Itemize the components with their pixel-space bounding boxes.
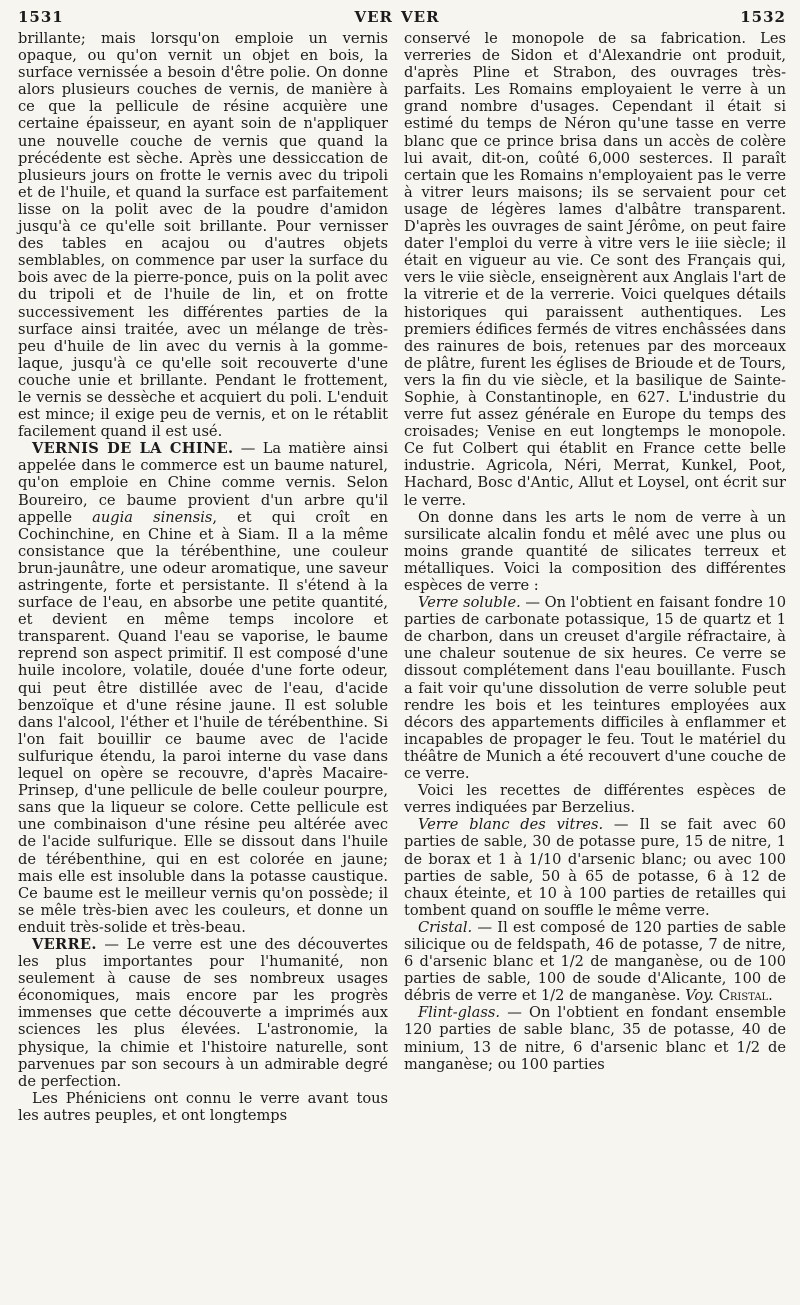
entry-verre xyxy=(18,936,388,1090)
entry-term: Flint-glass. xyxy=(418,1004,500,1022)
entry-cristal xyxy=(404,919,786,1004)
entry-text: — On l'obtient en faisant fondre 10 parties de carbonate potassique, 15 de quartz et 1 de charbon, dans un creuset d'argile réfractaire, à une chaleur soutenue de six heures. Ce verre se dissout complétement dans l'eau bouillante. Fusch a fait voir qu'une dissolution de verre soluble peut rendre les bois et les teintures employées aux décors des appartements difficiles à enflammer et incapables de propager le feu. Tout le matériel du théâtre de Munich a été recouvert d'une couche de ce verre. xyxy=(404,594,786,783)
entry-text: — Il est composé de 120 parties de sable silicique ou de feldspath, 46 de potasse, 7 de nitre, 6 d'arsenic blanc et 1/2 de manganèse, ou de 100 parties de sable, 100 de soude d'Alicante, 100 de débris de verre et 1/2 de manganèse. xyxy=(404,918,786,1005)
entry-text: — Le verre est une des découvertes les plus importantes pour l'humanité, non seulement à cause de ses nombreux usages économiques, mais encore par les progrès immenses que cette découverte a imprimés aux sciences les plus élevées. L'astronomie, la physique, la chimie et l'histoire naturelle, sont parvenues par son secours à un admirable degré de perfection. xyxy=(18,935,388,1090)
entry-term: Cristal. xyxy=(418,918,473,936)
right-page-number: 1532 xyxy=(740,8,786,26)
left-headword: VER xyxy=(354,8,393,26)
entry-term: Verre blanc des vitres. xyxy=(418,816,604,834)
cross-reference: Cristal. xyxy=(714,987,773,1005)
page-header xyxy=(18,8,786,30)
entry-text: — La matière ainsi appelée dans le commerce est un baume naturel, qu'on emploie en Chine comme vernis. Selon Boureiro, ce baume provient d'un arbre qu'il appelle xyxy=(18,440,388,526)
entry-vernis-de-la-chine xyxy=(18,440,388,936)
see-also: Voy. xyxy=(685,987,715,1005)
entry-verre-blanc xyxy=(404,816,786,919)
right-header xyxy=(401,8,786,26)
entry-term: VERRE. xyxy=(32,935,97,953)
right-column xyxy=(404,30,786,1124)
entry-text: — On l'obtient en fondant ensemble 120 parties de sable blanc, 35 de potasse, 40 de minium, 13 de nitre, 6 d'arsenic blanc et 1/2 de manganèse; ou 100 parties xyxy=(404,1004,786,1073)
entry-term: Verre soluble. xyxy=(418,594,521,612)
entry-verre-soluble xyxy=(404,594,786,782)
latin-name: augia sinensis xyxy=(92,508,213,526)
right-headword: VER xyxy=(401,8,440,26)
paragraph: On donne dans les arts le nom de verre à un sursilicate alcalin fondu et mêlé avec une plus ou moins grande quantité de silicates terreux et métalliques. Voici la composition des différentes espèces de verre : xyxy=(404,508,786,594)
entry-text: , et qui croît en Cochinchine, en Chine et à Siam. Il a la même consistance que la térébenthine, une couleur brun-jaunâtre, une odeur aromatique, une saveur astringente, forte et persistante. Il s'étend à la surface de l'eau, en absorbe une petite quantité, et devient en même temps incolore et transparent. Quand l'eau se vaporise, le baume reprend son aspect primitif. Il est composé d'une huile incolore, volatile, douée d'une forte odeur, qui peut être distillée avec de l'eau, d'acide benzoïque et d'une résine jaune. Il est soluble dans l'alcool, l'éther et l'huile de térébenthine. Si l'on fait bouillir ce baume avec de l'acide sulfurique étendu, la paroi interne du vase dans lequel on opère se recouvre, d'après Macaire-Prinsep, d'une pellicule de belle couleur pourpre, sans que la liqueur se colore. Cette pellicule est une combinaison d'une résine peu altérée avec de l'acide sulfurique. Elle se dissout dans l'huile de térébenthine, qui en est colorée en jaune; mais elle est insoluble dans la potasse caustique. Ce baume est le meilleur vernis qu'on possède; il se mêle très-bien avec les couleurs, et donne un enduit très-solide et très-beau. xyxy=(18,508,389,936)
paragraph: Les Phéniciens ont connu le verre avant tous les autres peuples, et ont longtemps xyxy=(18,1089,388,1124)
entry-term: VERNIS DE LA CHINE. xyxy=(32,440,234,458)
text-columns xyxy=(18,30,786,1124)
paragraph: conservé le monopole de sa fabrication. Les verreries de Sidon et d'Alexandrie ont produit, d'après Pline et Strabon, des ouvrages très-parfaits. Les Romains employaient le verre à un grand nombre d'usages. Cependant il était si estimé du temps de Néron qu'une tasse en verre blanc que ce prince brisa dans un accès de colère lui avait, dit-on, coûté 6,000 sesterces. Il paraît certain que les Romains n'employaient pas le verre à vitrer leurs maisons; ils se servaient pour cet usage de légères lames d'albâtre transparent. D'après les ouvrages de saint Jérôme, on peut faire dater l'emploi du verre à vitre vers le iiie siècle; il était en vigueur au vie. Ce sont des Français qui, vers le viie siècle, enseignèrent aux Anglais l'art de la vitrerie et de la verrerie. Voici quelques détails historiques qui paraissent authentiques. Les premiers édifices fermés de vitres enchâssées dans des rainures de bois, retenues par des morceaux de plâtre, furent les églises de Brioude et de Tours, vers la fin du vie siècle, et la basilique de Sainte-Sophie, à Constantinople, en 627. L'industrie du verre fut assez générale en Europe du temps des croisades; Venise en eut longtemps le monopole. Ce fut Colbert qui établit en France cette belle industrie. Agricola, Néri, Merrat, Kunkel, Poot, Hachard, Bosc d'Antic, Allut et Loysel, ont écrit sur le verre. xyxy=(404,30,786,509)
entry-text: — Il se fait avec 60 parties de sable, 30 de potasse pure, 15 de nitre, 1 de borax et 1 à 1/10 d'arsenic blanc; ou avec 100 parties de sable, 50 à 65 de potasse, 6 à 12 de chaux éteinte, et 10 à 100 parties de retailles qui tombent quand on souffle le même verre. xyxy=(404,816,786,919)
entry-flint-glass xyxy=(404,1004,786,1072)
left-column xyxy=(18,30,388,1124)
left-page-number: 1531 xyxy=(18,8,64,26)
paragraph: brillante; mais lorsqu'on emploie un vernis opaque, ou qu'on vernit un objet en bois, la surface vernissée a besoin d'être polie. On donne alors plusieurs couches de vernis, de manière à ce que la pellicule de résine acquière une certaine épaisseur, en ayant soin de n'appliquer une nouvelle couche de vernis que quand la précédente est sèche. Après une dessiccation de plusieurs jours on frotte le vernis avec du tripoli et de l'huile, et quand la surface est parfaitement lisse on la polit avec de la poudre d'amidon jusqu'à ce qu'elle soit brillante. Pour vernisser des tables en acajou ou d'autres objets semblables, on commence par user la surface du bois avec de la pierre-ponce, puis on la polit avec du tripoli et de l'huile de lin, et on frotte successivement les différentes parties de la surface ainsi traitée, avec un mélange de très-peu d'huile de lin avec du vernis à la gomme-laque, jusqu'à ce qu'elle soit recouverte d'une couche unie et brillante. Pendant le frottement, le vernis se dessèche et acquiert du poli. L'enduit est mince; il exige peu de vernis, et on le rétablit facilement quand il est usé. xyxy=(18,30,388,441)
left-header xyxy=(18,8,393,26)
paragraph: Voici les recettes de différentes espèces de verres indiquées par Berzelius. xyxy=(404,782,786,817)
